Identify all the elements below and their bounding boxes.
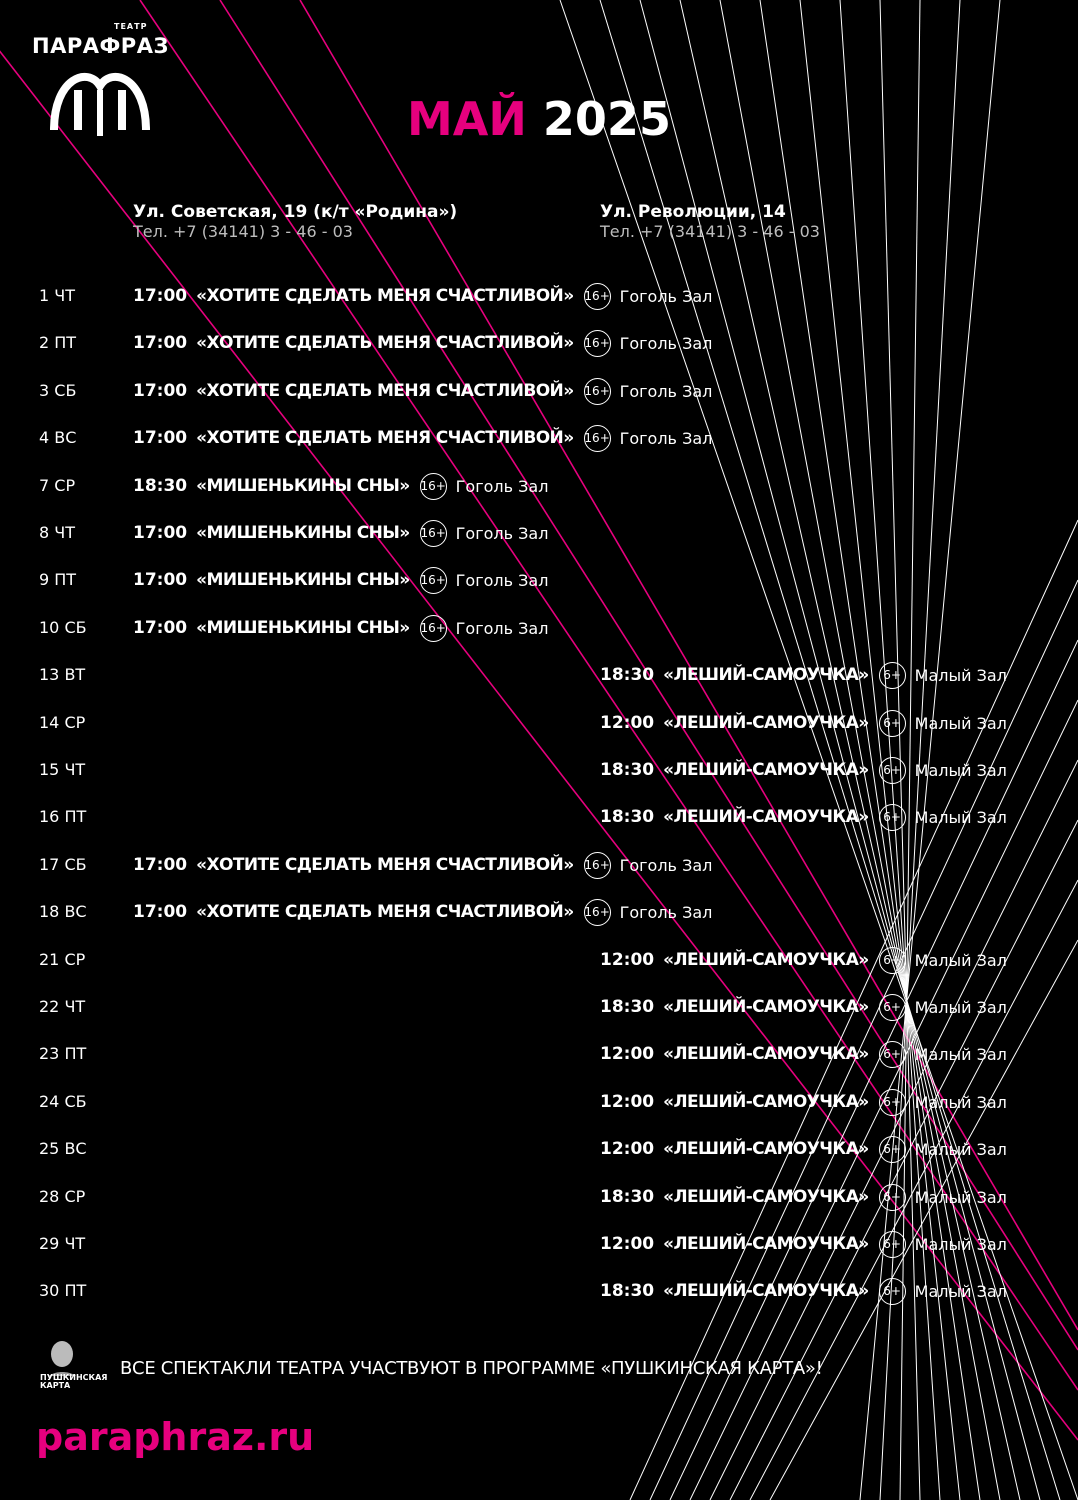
schedule-row xyxy=(0,755,1078,785)
schedule-row xyxy=(0,471,1078,501)
event-date: 30 ПТ xyxy=(39,1281,87,1300)
event xyxy=(133,471,548,501)
event-title: «ЛЕШИЙ-САМОУЧКА» xyxy=(663,1187,869,1207)
schedule-row xyxy=(0,1087,1078,1117)
schedule-row xyxy=(0,897,1078,927)
age-rating-badge: 16+ xyxy=(584,899,611,926)
event-hall: Гоголь Зал xyxy=(619,428,713,448)
age-rating-badge: 6+ xyxy=(879,662,906,689)
schedule-row xyxy=(0,281,1078,311)
event-title: «МИШЕНЬКИНЫ СНЫ» xyxy=(196,618,410,638)
schedule-row xyxy=(0,992,1078,1022)
event-time: 17:00 xyxy=(133,381,188,401)
event-date: 8 ЧТ xyxy=(39,523,76,542)
event-time: 17:00 xyxy=(133,428,188,448)
age-rating-badge: 6+ xyxy=(879,804,906,831)
schedule-row xyxy=(0,1182,1078,1212)
schedule-row xyxy=(0,1039,1078,1069)
event xyxy=(600,660,1007,690)
schedule-row xyxy=(0,850,1078,880)
schedule-row xyxy=(0,518,1078,548)
schedule-row xyxy=(0,708,1078,738)
event-hall: Гоголь Зал xyxy=(619,902,713,922)
age-rating-badge: 6+ xyxy=(879,757,906,784)
event-date: 29 ЧТ xyxy=(39,1234,86,1253)
event xyxy=(133,897,712,927)
event-title: «ЛЕШИЙ-САМОУЧКА» xyxy=(663,760,869,780)
event-time: 18:30 xyxy=(600,760,655,780)
event-date: 25 ВС xyxy=(39,1139,87,1158)
event-title: «ХОТИТЕ СДЕЛАТЬ МЕНЯ СЧАСТЛИВОЙ» xyxy=(196,855,574,875)
event xyxy=(133,565,548,595)
decorative-line xyxy=(860,0,1000,1500)
event-title: «ЛЕШИЙ-САМОУЧКА» xyxy=(663,950,869,970)
event-time: 18:30 xyxy=(600,665,655,685)
event-title: «ХОТИТЕ СДЕЛАТЬ МЕНЯ СЧАСТЛИВОЙ» xyxy=(196,902,574,922)
event-title: «ЛЕШИЙ-САМОУЧКА» xyxy=(663,997,869,1017)
event-time: 12:00 xyxy=(600,1139,655,1159)
event-title: «МИШЕНЬКИНЫ СНЫ» xyxy=(196,523,410,543)
event-time: 17:00 xyxy=(133,855,188,875)
event-title: «ЛЕШИЙ-САМОУЧКА» xyxy=(663,1281,869,1301)
event-hall: Гоголь Зал xyxy=(619,381,713,401)
event-date: 23 ПТ xyxy=(39,1044,87,1063)
pushkin-note: ВСЕ СПЕКТАКЛИ ТЕАТРА УЧАСТВУЮТ В ПРОГРАММЕ «ПУШКИНСКАЯ КАРТА»! xyxy=(120,1358,823,1379)
event-date: 4 ВС xyxy=(39,428,77,447)
age-rating-badge: 6+ xyxy=(879,1231,906,1258)
website-link[interactable]: paraphraz.ru xyxy=(36,1415,315,1459)
age-rating-badge: 6+ xyxy=(879,947,906,974)
event-date: 7 СР xyxy=(39,476,76,495)
event-date: 9 ПТ xyxy=(39,570,77,589)
event-time: 18:30 xyxy=(133,476,188,496)
event xyxy=(133,376,712,406)
event-hall: Малый Зал xyxy=(914,1092,1007,1112)
pushkin-portrait-icon xyxy=(38,1336,108,1400)
event xyxy=(133,518,548,548)
age-rating-badge: 16+ xyxy=(584,330,611,357)
event-hall: Малый Зал xyxy=(914,1234,1007,1254)
event xyxy=(600,992,1007,1022)
event xyxy=(600,708,1007,738)
event-date: 13 ВТ xyxy=(39,665,86,684)
decorative-line xyxy=(900,0,920,1500)
decorative-line xyxy=(880,0,920,1500)
event-title: «ЛЕШИЙ-САМОУЧКА» xyxy=(663,713,869,733)
schedule-row xyxy=(0,802,1078,832)
event-hall: Гоголь Зал xyxy=(455,618,549,638)
age-rating-badge: 16+ xyxy=(584,283,611,310)
event xyxy=(133,328,712,358)
event-hall: Гоголь Зал xyxy=(619,855,713,875)
event-title: «МИШЕНЬКИНЫ СНЫ» xyxy=(196,570,410,590)
event-title: «ХОТИТЕ СДЕЛАТЬ МЕНЯ СЧАСТЛИВОЙ» xyxy=(196,333,574,353)
event-date: 16 ПТ xyxy=(39,807,87,826)
event-date: 28 СР xyxy=(39,1187,86,1206)
age-rating-badge: 6+ xyxy=(879,994,906,1021)
event-title: «ХОТИТЕ СДЕЛАТЬ МЕНЯ СЧАСТЛИВОЙ» xyxy=(196,381,574,401)
age-rating-badge: 16+ xyxy=(584,378,611,405)
event-date: 21 СР xyxy=(39,950,86,969)
schedule-row xyxy=(0,1229,1078,1259)
age-rating-badge: 16+ xyxy=(420,567,447,594)
event-time: 18:30 xyxy=(600,1281,655,1301)
event-time: 12:00 xyxy=(600,713,655,733)
event-title: «ХОТИТЕ СДЕЛАТЬ МЕНЯ СЧАСТЛИВОЙ» xyxy=(196,286,574,306)
age-rating-badge: 6+ xyxy=(879,1278,906,1305)
decorative-line xyxy=(840,0,940,1500)
venue-phone: Тел. +7 (34141) 3 - 46 - 03 xyxy=(133,222,353,242)
decorative-line xyxy=(770,940,1078,1500)
event-hall: Гоголь Зал xyxy=(619,333,713,353)
event-title: «ЛЕШИЙ-САМОУЧКА» xyxy=(663,1092,869,1112)
event-hall: Гоголь Зал xyxy=(455,570,549,590)
event-hall: Гоголь Зал xyxy=(619,286,713,306)
event-time: 17:00 xyxy=(133,618,188,638)
age-rating-badge: 6+ xyxy=(879,1136,906,1163)
event-hall: Малый Зал xyxy=(914,713,1007,733)
event-time: 17:00 xyxy=(133,523,188,543)
title-year: 2025 xyxy=(542,92,671,146)
event xyxy=(133,281,712,311)
title-month: МАЙ xyxy=(407,92,527,146)
schedule-row xyxy=(0,565,1078,595)
schedule-row xyxy=(0,328,1078,358)
event-time: 18:30 xyxy=(600,997,655,1017)
event-date: 1 ЧТ xyxy=(39,286,76,305)
age-rating-badge: 16+ xyxy=(420,520,447,547)
event-date: 14 СР xyxy=(39,713,86,732)
event-time: 12:00 xyxy=(600,950,655,970)
event-hall: Малый Зал xyxy=(914,1281,1007,1301)
event-date: 17 СБ xyxy=(39,855,87,874)
event-hall: Малый Зал xyxy=(914,760,1007,780)
event-title: «ХОТИТЕ СДЕЛАТЬ МЕНЯ СЧАСТЛИВОЙ» xyxy=(196,428,574,448)
decorative-line xyxy=(880,0,960,1500)
schedule-row xyxy=(0,1276,1078,1306)
age-rating-badge: 6+ xyxy=(879,1089,906,1116)
event-date: 10 СБ xyxy=(39,618,87,637)
pushkin-card-logo xyxy=(38,1336,108,1400)
decorative-line xyxy=(800,0,960,1500)
age-rating-badge: 6+ xyxy=(879,1184,906,1211)
event-time: 17:00 xyxy=(133,333,188,353)
venue-address: Ул. Советская, 19 (к/т «Родина») xyxy=(133,202,458,222)
schedule-row xyxy=(0,423,1078,453)
event xyxy=(600,1134,1007,1164)
event-hall: Малый Зал xyxy=(914,997,1007,1017)
venue-sovetskaya xyxy=(133,202,457,242)
age-rating-badge: 6+ xyxy=(879,1041,906,1068)
event-date: 24 СБ xyxy=(39,1092,87,1111)
event xyxy=(600,1087,1007,1117)
event-title: «ЛЕШИЙ-САМОУЧКА» xyxy=(663,1234,869,1254)
event xyxy=(600,1276,1007,1306)
event-title: «ЛЕШИЙ-САМОУЧКА» xyxy=(663,665,869,685)
event-date: 3 СБ xyxy=(39,381,77,400)
event-hall: Малый Зал xyxy=(914,1187,1007,1207)
event xyxy=(600,945,1007,975)
page-title xyxy=(0,92,1078,146)
event-hall: Малый Зал xyxy=(914,1044,1007,1064)
age-rating-badge: 16+ xyxy=(420,615,447,642)
event xyxy=(600,1182,1007,1212)
event xyxy=(133,613,548,643)
event-hall: Гоголь Зал xyxy=(455,523,549,543)
logo-small-text: ТЕАТР xyxy=(114,22,148,31)
event xyxy=(133,423,712,453)
schedule-row xyxy=(0,376,1078,406)
schedule-row xyxy=(0,945,1078,975)
pushkin-logo-text: ПУШКИНСКАЯ КАРТА xyxy=(40,1373,108,1390)
venue-address: Ул. Революции, 14 xyxy=(600,202,786,222)
event xyxy=(600,1039,1007,1069)
age-rating-badge: 16+ xyxy=(584,852,611,879)
venue-phone: Тел. +7 (34141) 3 - 46 - 03 xyxy=(600,222,820,242)
event-title: «МИШЕНЬКИНЫ СНЫ» xyxy=(196,476,410,496)
event xyxy=(133,850,712,880)
event-date: 2 ПТ xyxy=(39,333,77,352)
event-hall: Малый Зал xyxy=(914,807,1007,827)
schedule-row xyxy=(0,660,1078,690)
event-date: 18 ВС xyxy=(39,902,87,921)
event-time: 17:00 xyxy=(133,570,188,590)
event xyxy=(600,1229,1007,1259)
logo-name: ПАРАФРАЗ xyxy=(32,34,169,58)
event-title: «ЛЕШИЙ-САМОУЧКА» xyxy=(663,807,869,827)
event-date: 15 ЧТ xyxy=(39,760,86,779)
event-hall: Малый Зал xyxy=(914,1139,1007,1159)
event xyxy=(600,802,1007,832)
age-rating-badge: 16+ xyxy=(420,473,447,500)
event-date: 22 ЧТ xyxy=(39,997,86,1016)
event-time: 12:00 xyxy=(600,1234,655,1254)
schedule-row xyxy=(0,1134,1078,1164)
event-time: 17:00 xyxy=(133,902,188,922)
event-title: «ЛЕШИЙ-САМОУЧКА» xyxy=(663,1044,869,1064)
event-time: 18:30 xyxy=(600,1187,655,1207)
event-hall: Малый Зал xyxy=(914,950,1007,970)
event-time: 17:00 xyxy=(133,286,188,306)
event-time: 12:00 xyxy=(600,1044,655,1064)
event-hall: Малый Зал xyxy=(914,665,1007,685)
age-rating-badge: 16+ xyxy=(584,425,611,452)
age-rating-badge: 6+ xyxy=(879,710,906,737)
event xyxy=(600,755,1007,785)
event-time: 18:30 xyxy=(600,807,655,827)
event-title: «ЛЕШИЙ-САМОУЧКА» xyxy=(663,1139,869,1159)
schedule-row xyxy=(0,613,1078,643)
venue-revolyutsii xyxy=(600,202,820,242)
event-hall: Гоголь Зал xyxy=(455,476,549,496)
event-time: 12:00 xyxy=(600,1092,655,1112)
